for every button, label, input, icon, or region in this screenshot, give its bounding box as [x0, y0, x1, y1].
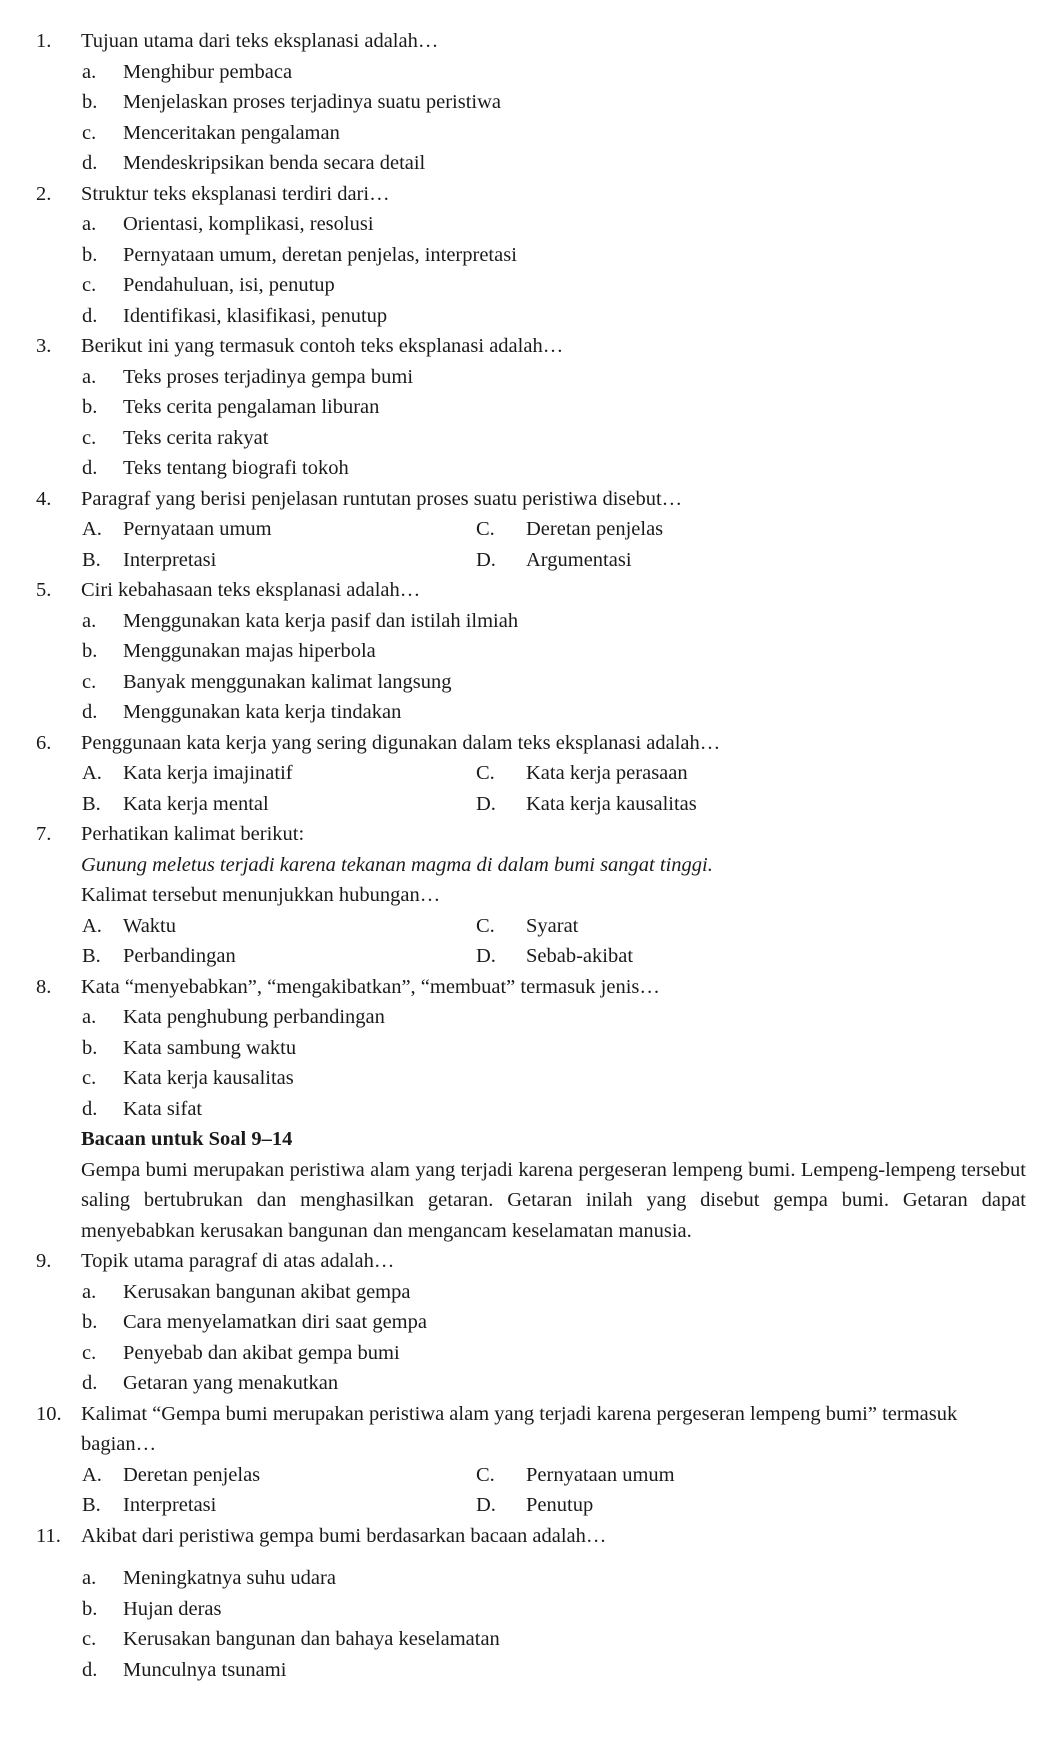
option-letter: d.: [82, 1372, 98, 1394]
question-text: Paragraf yang berisi penjelasan runtutan proses suatu peristiwa disebut…: [81, 487, 683, 510]
option: [36, 1594, 1026, 1625]
option-text: Syarat: [526, 914, 579, 937]
option-text: Pendahuluan, isi, penutup: [123, 274, 335, 296]
option-letter: c.: [82, 1341, 97, 1364]
option-text: Teks cerita pengalaman liburan: [123, 396, 380, 418]
question-8: [36, 972, 1026, 1003]
option-letter: b.: [82, 243, 98, 266]
option-text: Kata penghubung perbandingan: [123, 1006, 385, 1028]
option-text: Interpretasi: [123, 1494, 217, 1516]
question-number: 4.: [36, 487, 52, 510]
question-text: Kata “menyebabkan”, “mengakibatkan”, “membuat” termasuk jenis…: [81, 975, 660, 998]
question-9: [36, 1246, 1026, 1277]
option: [36, 209, 1026, 240]
option-letter: D.: [476, 1494, 496, 1516]
option: [476, 789, 976, 820]
option-text: Argumentasi: [526, 548, 632, 571]
option-text: Kata kerja mental: [123, 792, 269, 815]
option: [36, 1338, 1026, 1369]
option: [36, 1368, 1026, 1399]
option: [36, 301, 1026, 332]
option-letter: D.: [476, 548, 496, 571]
option-letter: b.: [82, 1597, 98, 1620]
option: [36, 87, 1026, 118]
option-letter: a.: [82, 365, 97, 388]
option-text: Kata kerja kausalitas: [123, 1067, 294, 1089]
question-number: 2.: [36, 182, 52, 205]
option-row: [36, 1490, 1026, 1521]
option: [476, 545, 976, 576]
option-letter: d.: [82, 1097, 98, 1120]
option-text: Deretan penjelas: [526, 518, 664, 540]
option: [36, 1624, 1026, 1655]
option-text: Hujan deras: [123, 1597, 222, 1620]
option: [36, 545, 476, 576]
option-letter: a.: [82, 1280, 97, 1303]
option-letter: B.: [82, 548, 101, 571]
option-letter: C.: [476, 762, 495, 784]
option-text: Pernyataan umum: [526, 1463, 675, 1486]
option-row: [36, 545, 1026, 576]
option-letter: A.: [82, 1463, 102, 1486]
question-4: [36, 484, 1026, 515]
question-text: Berikut ini yang termasuk contoh teks eksplanasi adalah…: [81, 335, 564, 357]
option-letter: a.: [82, 213, 97, 235]
option-letter: c.: [82, 426, 97, 449]
option-letter: B.: [82, 792, 101, 815]
option: [476, 758, 976, 789]
question-1: [36, 26, 1026, 57]
option-text: Menghibur pembaca: [123, 60, 293, 83]
option-letter: D.: [476, 945, 496, 967]
option-row: [36, 758, 1026, 789]
question-10: [36, 1399, 1026, 1460]
question-text: Ciri kebahasaan teks eksplanasi adalah…: [81, 579, 421, 601]
option-letter: C.: [476, 518, 495, 540]
option-text: Kata kerja kausalitas: [526, 792, 697, 815]
question-number: 3.: [36, 335, 52, 357]
option-text: Perbandingan: [123, 945, 236, 967]
option: [36, 514, 476, 545]
question-number: 10.: [36, 1402, 62, 1425]
question-6: [36, 728, 1026, 759]
question-number: 11.: [36, 1524, 61, 1547]
option-text: Kata kerja perasaan: [526, 762, 688, 784]
option-letter: b.: [82, 1311, 98, 1333]
option: [36, 1002, 1026, 1033]
option-text: Pernyataan umum: [123, 518, 272, 540]
option-letter: d.: [82, 152, 98, 174]
option: [36, 911, 476, 942]
question-text: Struktur teks eksplanasi terdiri dari…: [81, 182, 390, 205]
option-text: Menjelaskan proses terjadinya suatu peristiwa: [123, 91, 501, 113]
option: [476, 941, 976, 972]
option-row: [36, 941, 1026, 972]
option-letter: c.: [82, 1067, 97, 1089]
option-letter: a.: [82, 609, 97, 632]
question-text: Akibat dari peristiwa gempa bumi berdasarkan bacaan adalah…: [81, 1524, 607, 1547]
option-letter: c.: [82, 1628, 97, 1650]
option-letter: B.: [82, 1494, 101, 1516]
option: [36, 1033, 1026, 1064]
option-letter: A.: [82, 914, 102, 937]
question-followup: Kalimat tersebut menunjukkan hubungan…: [81, 884, 441, 906]
option: [36, 118, 1026, 149]
option-text: Kata sambung waktu: [123, 1036, 297, 1059]
option-text: Kata kerja imajinatif: [123, 762, 293, 784]
option: [36, 606, 1026, 637]
option: [36, 636, 1026, 667]
question-3: [36, 331, 1026, 362]
reading-heading: Bacaan untuk Soal 9–14: [81, 1128, 293, 1150]
option: [36, 148, 1026, 179]
option-letter: b.: [82, 640, 98, 662]
option-letter: A.: [82, 762, 102, 784]
option-letter: D.: [476, 792, 496, 815]
option: [36, 1094, 1026, 1125]
option-text: Mendeskripsikan benda secara detail: [123, 152, 426, 174]
option: [36, 453, 1026, 484]
option: [36, 1277, 1026, 1308]
option-text: Menggunakan majas hiperbola: [123, 640, 376, 662]
option-row: [36, 911, 1026, 942]
option: [476, 1490, 976, 1521]
example-sentence: Gunung meletus terjadi karena tekanan magma di dalam bumi sangat tinggi.: [81, 853, 713, 876]
option-text: Kerusakan bangunan dan bahaya keselamatan: [123, 1628, 500, 1650]
option-text: Sebab-akibat: [526, 945, 634, 967]
option-letter: b.: [82, 1036, 98, 1059]
question-text: Perhatikan kalimat berikut:: [81, 823, 305, 845]
question-11: [36, 1521, 1026, 1552]
question-text: Tujuan utama dari teks eksplanasi adalah…: [81, 30, 439, 52]
option-text: Menggunakan kata kerja pasif dan istilah ilmiah: [123, 609, 519, 632]
option: [36, 941, 476, 972]
option-letter: C.: [476, 914, 495, 937]
option-row: [36, 1460, 1026, 1491]
option: [36, 697, 1026, 728]
question-text: Kalimat “Gempa bumi merupakan peristiwa alam yang terjadi karena pergeseran lempeng bumi” termasuk bagian…: [81, 1402, 958, 1455]
option: [476, 1460, 976, 1491]
option-row: [36, 514, 1026, 545]
option-letter: B.: [82, 945, 101, 967]
option: [36, 758, 476, 789]
question-number: 9.: [36, 1250, 52, 1272]
option-text: Interpretasi: [123, 548, 217, 571]
option-text: Penyebab dan akibat gempa bumi: [123, 1341, 400, 1364]
option: [36, 57, 1026, 88]
option: [476, 514, 976, 545]
option-letter: a.: [82, 1567, 97, 1589]
option: [36, 270, 1026, 301]
option-letter: a.: [82, 60, 97, 83]
question-number: 5.: [36, 579, 52, 601]
question-number: 7.: [36, 823, 52, 845]
option: [36, 392, 1026, 423]
option-letter: c.: [82, 121, 97, 144]
option: [36, 362, 1026, 393]
option: [36, 240, 1026, 271]
option-letter: d.: [82, 304, 98, 327]
option: [476, 911, 976, 942]
question-7: [36, 819, 1026, 850]
question-2: [36, 179, 1026, 210]
option-row: [36, 789, 1026, 820]
question-text: Topik utama paragraf di atas adalah…: [81, 1250, 395, 1272]
option-text: Identifikasi, klasifikasi, penutup: [123, 304, 388, 327]
question-5: [36, 575, 1026, 606]
option-letter: b.: [82, 396, 98, 418]
question-number: 8.: [36, 975, 52, 998]
option: [36, 423, 1026, 454]
option-text: Orientasi, komplikasi, resolusi: [123, 213, 374, 235]
option: [36, 1063, 1026, 1094]
question-text: Penggunaan kata kerja yang sering digunakan dalam teks eksplanasi adalah…: [81, 731, 721, 754]
option-text: Waktu: [123, 914, 177, 937]
option-text: Deretan penjelas: [123, 1463, 261, 1486]
option-text: Kerusakan bangunan akibat gempa: [123, 1280, 411, 1303]
option-letter: d.: [82, 457, 98, 479]
option-letter: d.: [82, 1658, 98, 1681]
option: [36, 1490, 476, 1521]
reading-passage: Gempa bumi merupakan peristiwa alam yang terjadi karena pergeseran lempeng bumi. Lempeng-lempeng tersebut saling bertubrukan dan menghasilkan getaran. Getaran inilah yang disebut gempa bumi. Getaran dapat menyebabkan kerusakan bangunan dan mengancam keselamatan manusia.: [81, 1158, 1026, 1242]
option-text: Teks cerita rakyat: [123, 426, 269, 449]
option-text: Banyak menggunakan kalimat langsung: [123, 670, 452, 693]
option-letter: d.: [82, 701, 98, 723]
option-text: Pernyataan umum, deretan penjelas, interpretasi: [123, 243, 517, 266]
option-text: Munculnya tsunami: [123, 1658, 287, 1681]
option: [36, 1563, 1026, 1594]
option: [36, 667, 1026, 698]
option-text: Cara menyelamatkan diri saat gempa: [123, 1311, 427, 1333]
option-letter: c.: [82, 274, 97, 296]
option: [36, 1655, 1026, 1686]
option: [36, 1307, 1026, 1338]
worksheet: [36, 26, 1026, 1685]
option-text: Menggunakan kata kerja tindakan: [123, 701, 402, 723]
option-text: Menceritakan pengalaman: [123, 121, 340, 144]
question-number: 6.: [36, 731, 52, 754]
option-letter: c.: [82, 670, 97, 693]
option-letter: A.: [82, 518, 102, 540]
option-text: Meningkatnya suhu udara: [123, 1567, 336, 1589]
option: [36, 1460, 476, 1491]
option-text: Teks proses terjadinya gempa bumi: [123, 365, 414, 388]
option-text: Teks tentang biografi tokoh: [123, 457, 349, 479]
option-text: Penutup: [526, 1494, 594, 1516]
option-letter: b.: [82, 91, 98, 113]
option: [36, 789, 476, 820]
option-text: Getaran yang menakutkan: [123, 1372, 339, 1394]
option-text: Kata sifat: [123, 1097, 203, 1120]
question-number: 1.: [36, 30, 52, 52]
option-letter: C.: [476, 1463, 495, 1486]
option-letter: a.: [82, 1006, 97, 1028]
